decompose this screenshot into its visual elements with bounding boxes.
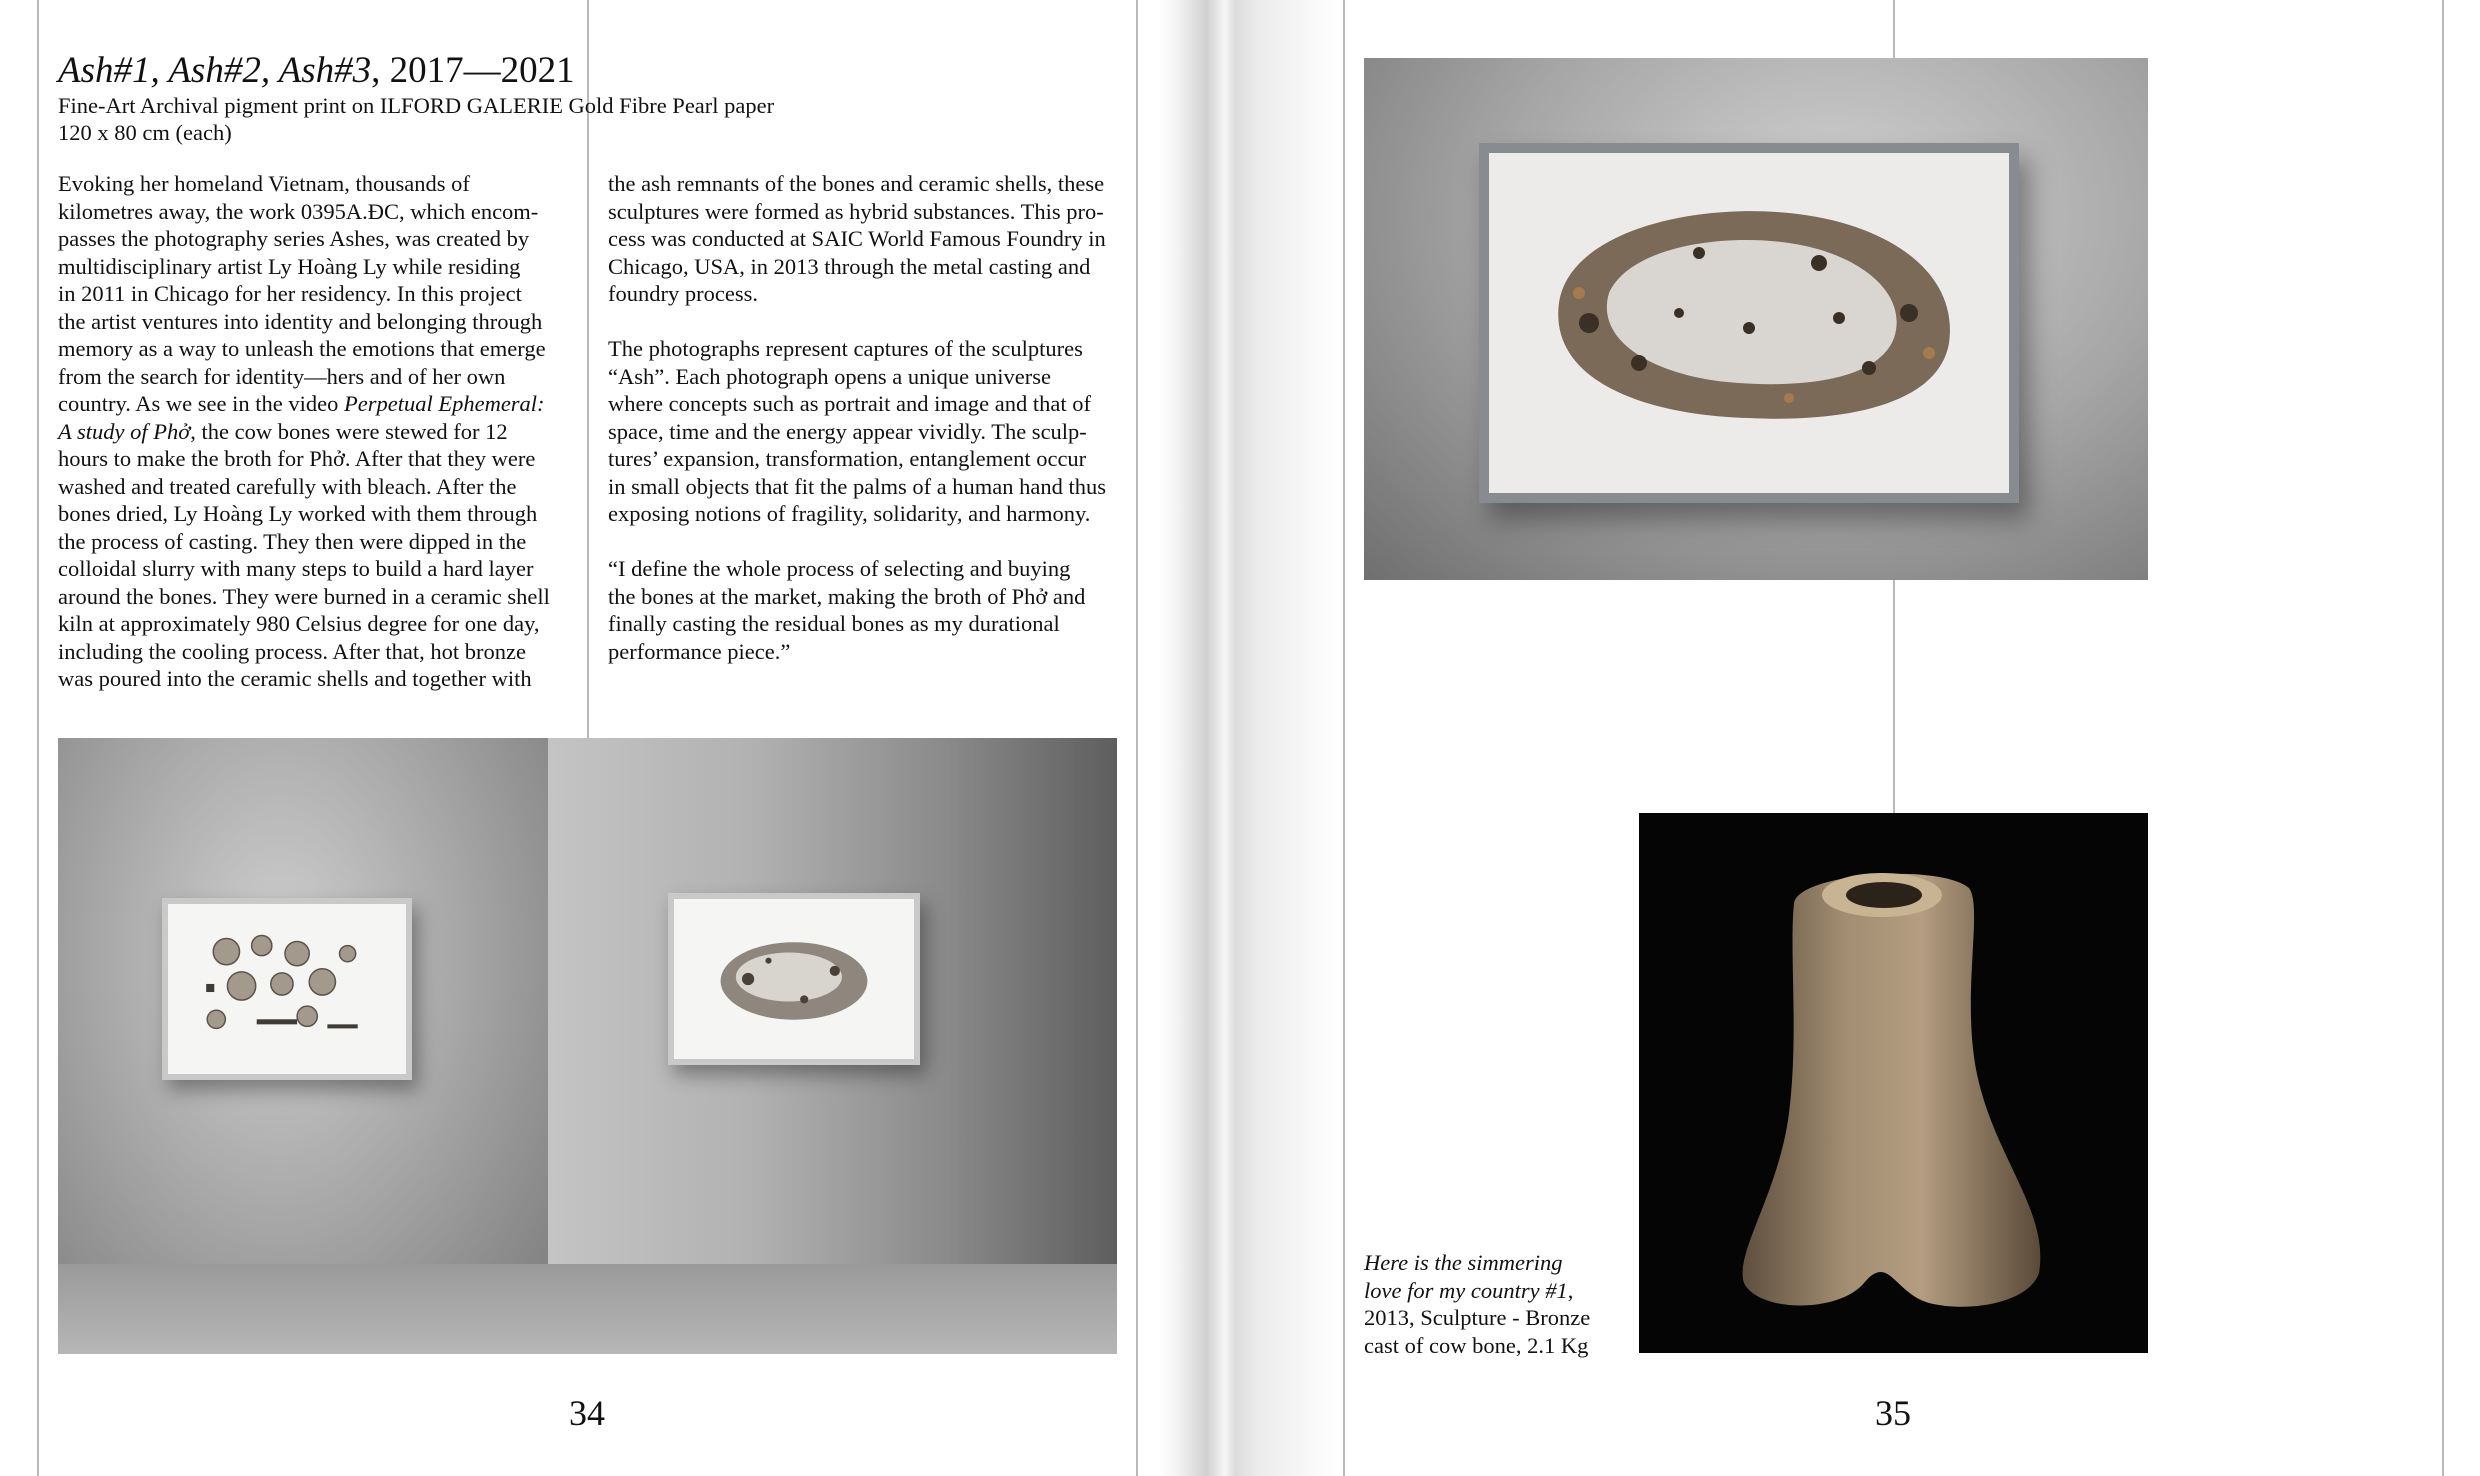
text-line: passes the photography series Ashes, was created by	[58, 226, 530, 251]
text-line: tures’ expansion, transformation, entanglement occur	[608, 446, 1087, 471]
caption-line: 2013, Sculpture - Bronze	[1364, 1305, 1591, 1330]
text-line: around the bones. They were burned in a ceramic shell	[58, 583, 550, 609]
text-line: performance piece.”	[608, 638, 791, 664]
artwork-title-italic: Ash#1, Ash#2, Ash#3	[58, 50, 372, 91]
text-line: was poured into the ceramic shells and together with	[58, 666, 532, 691]
right-column-divider-mid	[1893, 580, 1895, 814]
body-column-1	[58, 170, 550, 693]
text-line: kilometres away, the work 0395A.ĐC, which encom-	[58, 198, 539, 224]
text-line: the process of casting. They then were dipped in the	[58, 528, 527, 554]
text-line: washed and treated carefully with bleach. After the	[58, 473, 517, 499]
body-column-2	[608, 170, 1106, 665]
text-line: the artist ventures into identity and belonging through	[58, 308, 543, 334]
caption-line	[1364, 1277, 1590, 1305]
text-line: “I define the whole process of selecting and buying	[608, 556, 1071, 581]
caption-comma: ,	[1567, 1277, 1574, 1303]
text-line: space, time and the energy appear vividly. The sculp-	[608, 418, 1087, 444]
artwork-title-years: , 2017—2021	[371, 50, 575, 91]
right-column-divider-top	[1893, 0, 1895, 58]
video-title-italic-2: A study of Phở	[58, 418, 191, 444]
text-line: The photographs represent captures of the sculptures	[608, 336, 1083, 361]
text-line: the bones at the market, making the broth of Phở and	[608, 583, 1086, 609]
text-line: kiln at approximately 980 Celsius degree for one day,	[58, 611, 540, 636]
sculpture-caption	[1364, 1249, 1590, 1359]
text-line: multidisciplinary artist Ly Hoàng Ly while residing	[58, 253, 521, 279]
right-page-right-edge	[2442, 0, 2444, 1476]
text-line: in small objects that fit the palms of a human hand thus	[608, 473, 1107, 499]
artwork-medium: Fine-Art Archival pigment print on ILFORD GALERIE Gold Fibre Pearl paper	[58, 93, 775, 118]
text-line: “Ash”. Each photograph opens a unique universe	[608, 363, 1051, 389]
book-gutter	[1160, 0, 1340, 1476]
text-line: from the search for identity—hers and of her own	[58, 363, 506, 389]
text-line: hours to make the broth for Phở. After that they were	[58, 446, 536, 471]
bronze-bone-image	[1639, 813, 2148, 1353]
artwork-title	[58, 48, 575, 94]
text-line: the ash remnants of the bones and ceramic shells, these	[608, 171, 1105, 196]
text-line: bones dried, Ly Hoàng Ly worked with them through	[58, 501, 538, 526]
ash-sculpture-image	[1489, 153, 2009, 493]
framed-print-left	[162, 898, 412, 1080]
caption-line: cast of cow bone, 2.1 Kg	[1364, 1332, 1589, 1358]
caption-line	[1364, 1249, 1590, 1277]
text-line: exposing notions of fragility, solidarity, and harmony.	[608, 501, 1091, 526]
ash-print-frame	[1479, 143, 2019, 503]
text-line: sculptures were formed as hybrid substances. This pro-	[608, 198, 1104, 224]
right-page-left-edge	[1343, 0, 1345, 1476]
caption-italic: Here is the simmering	[1364, 1250, 1563, 1275]
text-line: cess was conducted at SAIC World Famous Foundry in	[608, 226, 1106, 251]
gallery-installation-photo	[58, 738, 1117, 1354]
text-segment: country. As we see in the video	[58, 391, 344, 416]
text-line: Chicago, USA, in 2013 through the metal casting and	[608, 253, 1091, 279]
video-title-italic: Perpetual Ephemeral:	[343, 391, 545, 416]
text-line: memory as a way to unleash the emotions that emerge	[58, 336, 546, 361]
text-line: finally casting the residual bones as my durational	[608, 611, 1060, 636]
text-line	[58, 390, 550, 418]
text-line: in 2011 in Chicago for her residency. In this project	[58, 281, 522, 306]
bronze-bone-sculpture-photo	[1639, 813, 2148, 1353]
caption-italic: love for my country #1	[1364, 1277, 1568, 1303]
page-number-left: 34	[569, 1393, 605, 1433]
framed-print-right	[668, 893, 920, 1065]
page-number-right: 35	[1875, 1393, 1911, 1433]
left-page-edge	[37, 0, 39, 1476]
artwork-dimensions: 120 x 80 cm (each)	[58, 120, 232, 145]
framed-ash-print-photo	[1364, 58, 2148, 580]
text-line: colloidal slurry with many steps to build a hard layer	[58, 556, 534, 581]
text-line	[58, 418, 550, 446]
text-line: where concepts such as portrait and image and that of	[608, 391, 1091, 416]
text-line: foundry process.	[608, 281, 758, 306]
text-line: including the cooling process. After that, hot bronze	[58, 638, 527, 664]
left-page-right-edge	[1136, 0, 1138, 1476]
text-line: Evoking her homeland Vietnam, thousands of	[58, 171, 470, 196]
text-segment: , the cow bones were stewed for 12	[190, 418, 508, 444]
